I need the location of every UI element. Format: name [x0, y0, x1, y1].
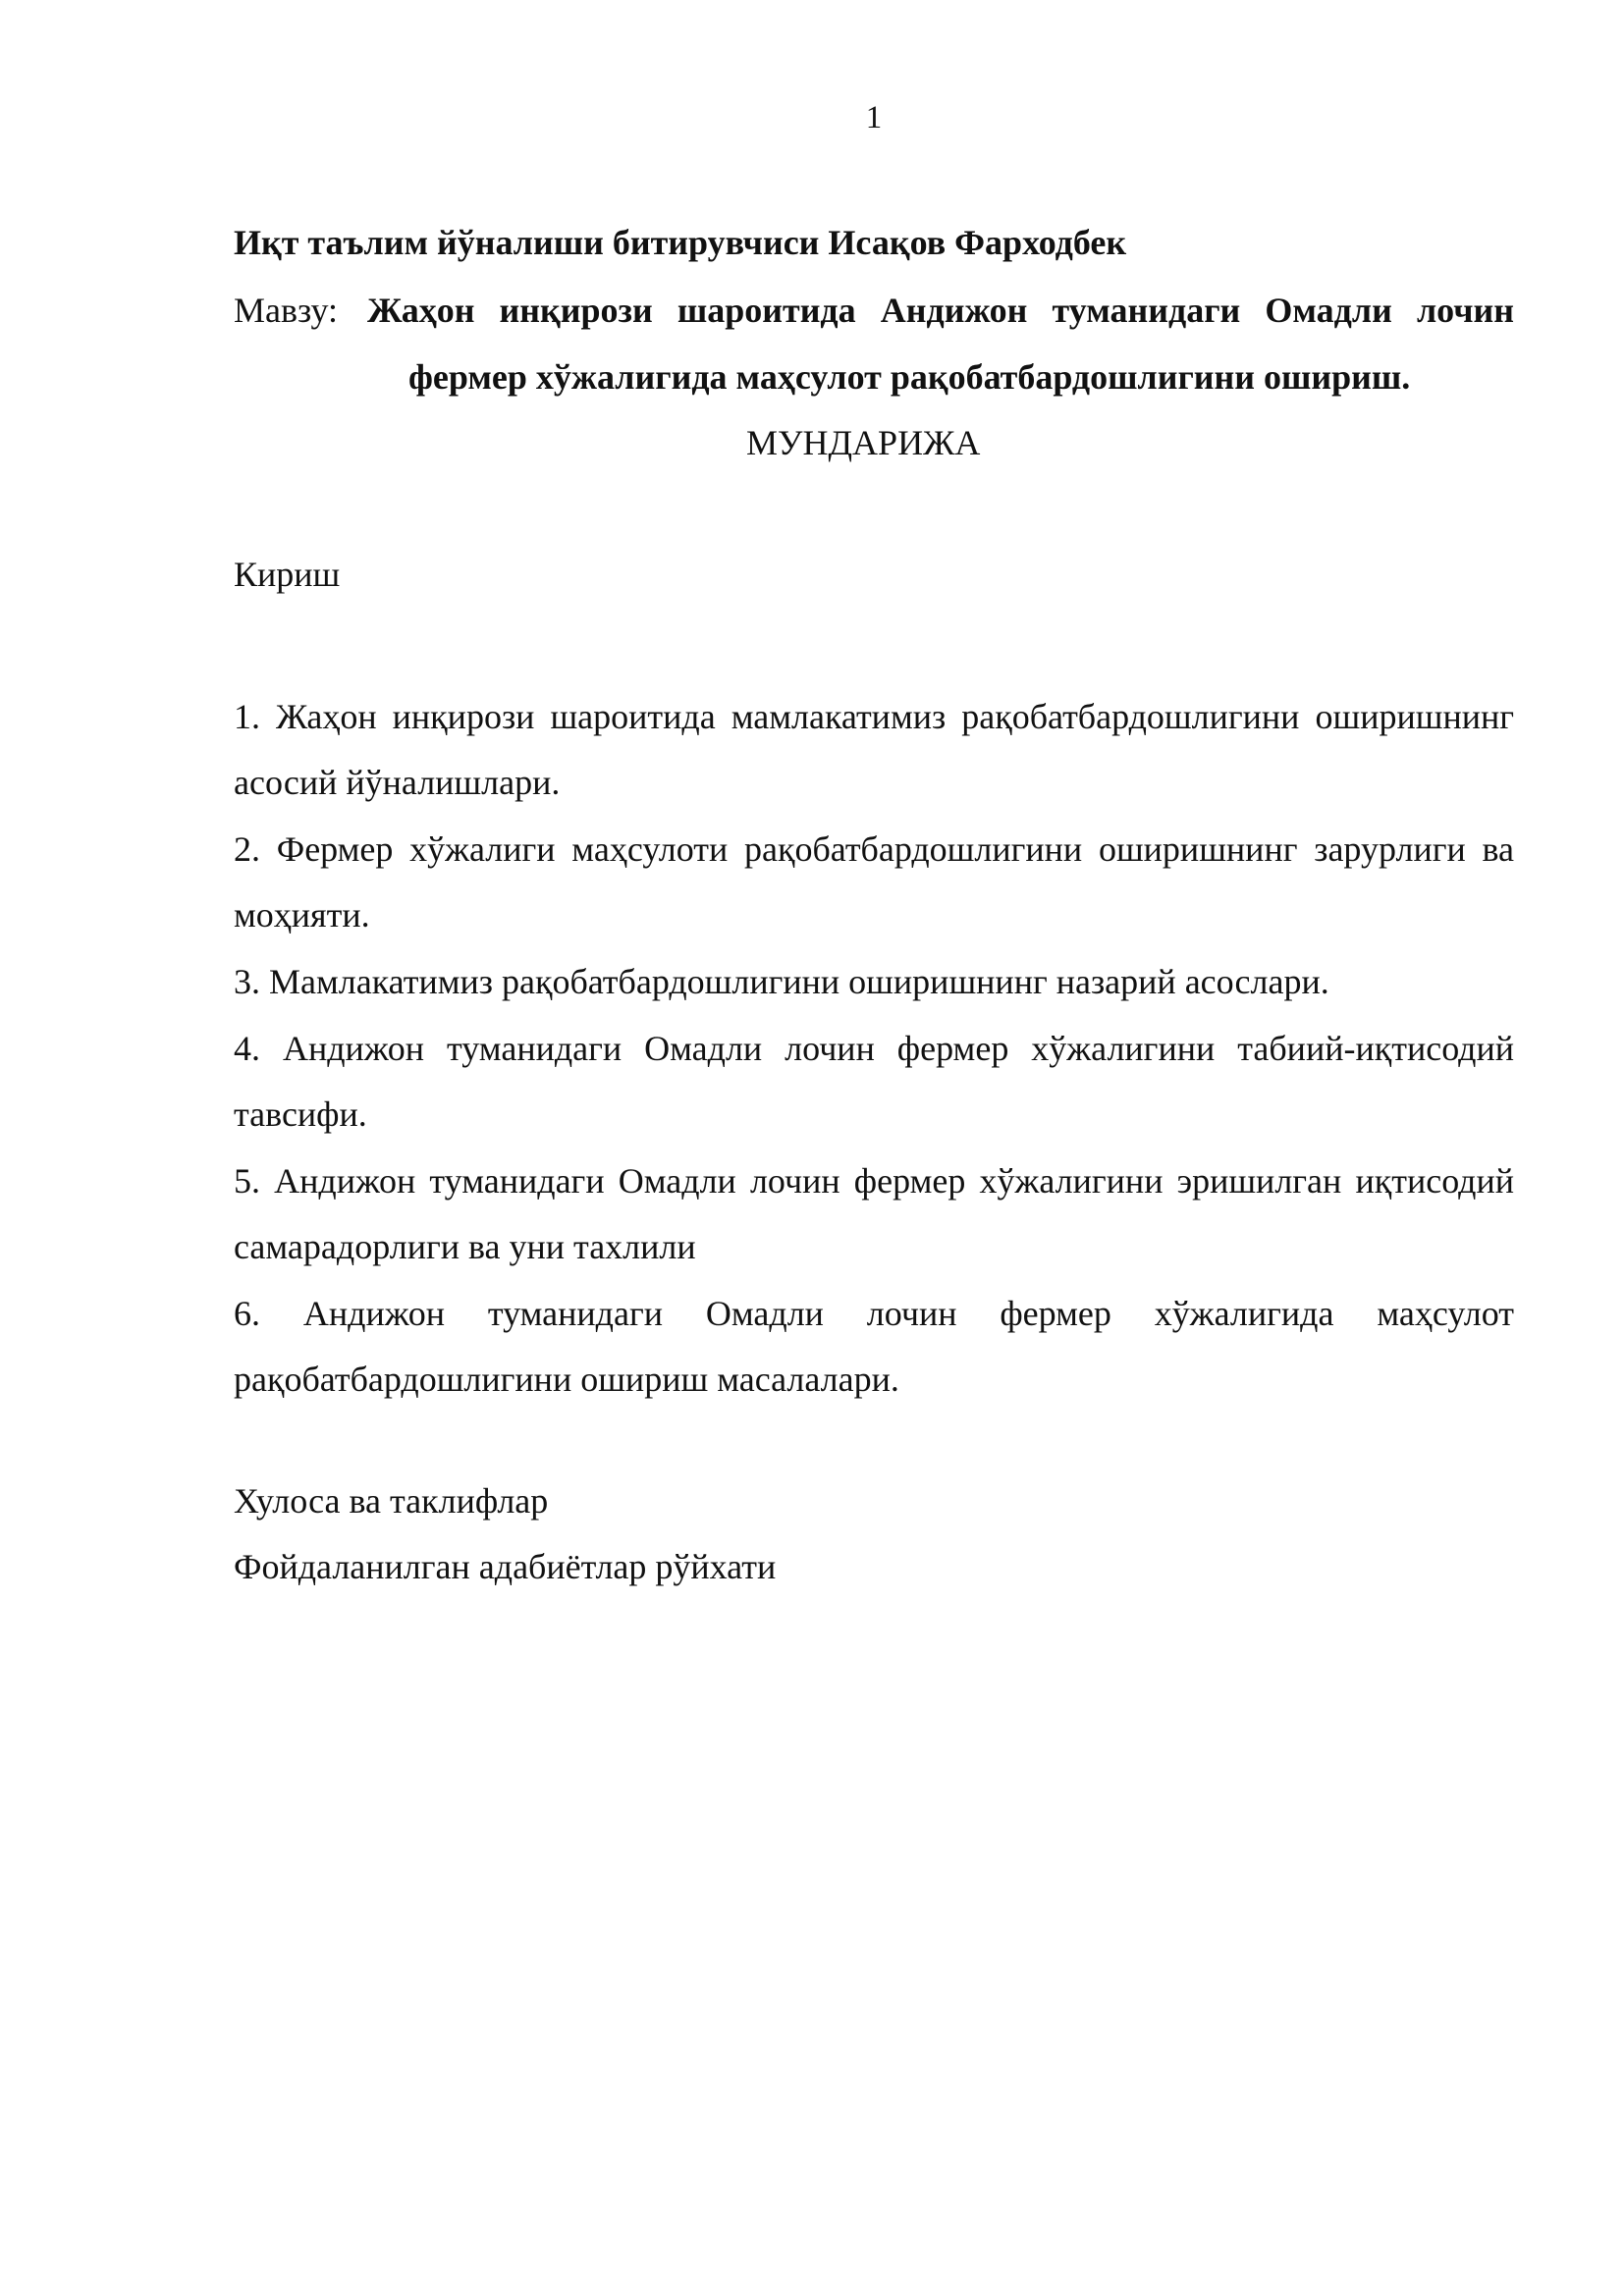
toc-item-5 [234, 1148, 1514, 1280]
toc-item-number: 1. [234, 697, 260, 736]
toc-item-text: Андижон туманидаги Омадли лочин фермер хўжалигида маҳсулот рақобатбардошлигини ошириш масалалари. [234, 1294, 1514, 1399]
toc-item-text: Андижон туманидаги Омадли лочин фермер хўжалигини табиий-иқтисодий тавсифи. [234, 1029, 1515, 1134]
toc-item-number: 6. [234, 1294, 260, 1333]
toc-item-number: 5. [234, 1161, 260, 1201]
toc-item-1 [234, 684, 1514, 816]
toc-item-text: Жаҳон инқирози шароитида мамлакатимиз рақобатбардошлигини оширишнинг асосий йўналишлари. [234, 697, 1515, 802]
toc-item-text: Мамлакатимиз рақобатбардошлигини оширишнинг назарий асослари. [269, 962, 1329, 1001]
toc-item-text: Фермер хўжалиги маҳсулоти рақобатбардошлигини оширишнинг зарурлиги ва моҳияти. [234, 829, 1514, 934]
contents-title: МУНДАРИЖА [746, 423, 981, 462]
toc-intro: Кириш [234, 555, 341, 594]
toc-item-2 [234, 817, 1514, 948]
toc-item-number: 4. [234, 1029, 260, 1068]
toc-item-4 [234, 1016, 1514, 1148]
author-line: Иқт таълим йўналиши битирувчиси Исақов Фарходбек [234, 223, 1127, 262]
toc-references: Фойдаланилган адабиётлар рўйхати [234, 1547, 777, 1586]
page-number: 1 [865, 100, 883, 135]
toc-item-3 [234, 949, 1514, 1015]
toc-item-text: Андижон туманидаги Омадли лочин фермер хўжалигини эришилган иқтисодий самарадорлиги ва уни тахлили [234, 1161, 1515, 1266]
toc-item-6 [234, 1281, 1514, 1413]
topic-title-line-2: фермер хўжалигида маҳсулот рақобатбардошлигини ошириш. [408, 357, 1411, 397]
toc-item-number: 3. [234, 962, 260, 1001]
topic-label: Мавзу: [234, 291, 338, 330]
toc-conclusion: Хулоса ва таклифлар [234, 1481, 549, 1521]
topic-title-line-1: Жаҳон инқирози шароитида Андижон туманидаги Омадли лочин [367, 291, 1514, 330]
toc-item-number: 2. [234, 829, 260, 869]
